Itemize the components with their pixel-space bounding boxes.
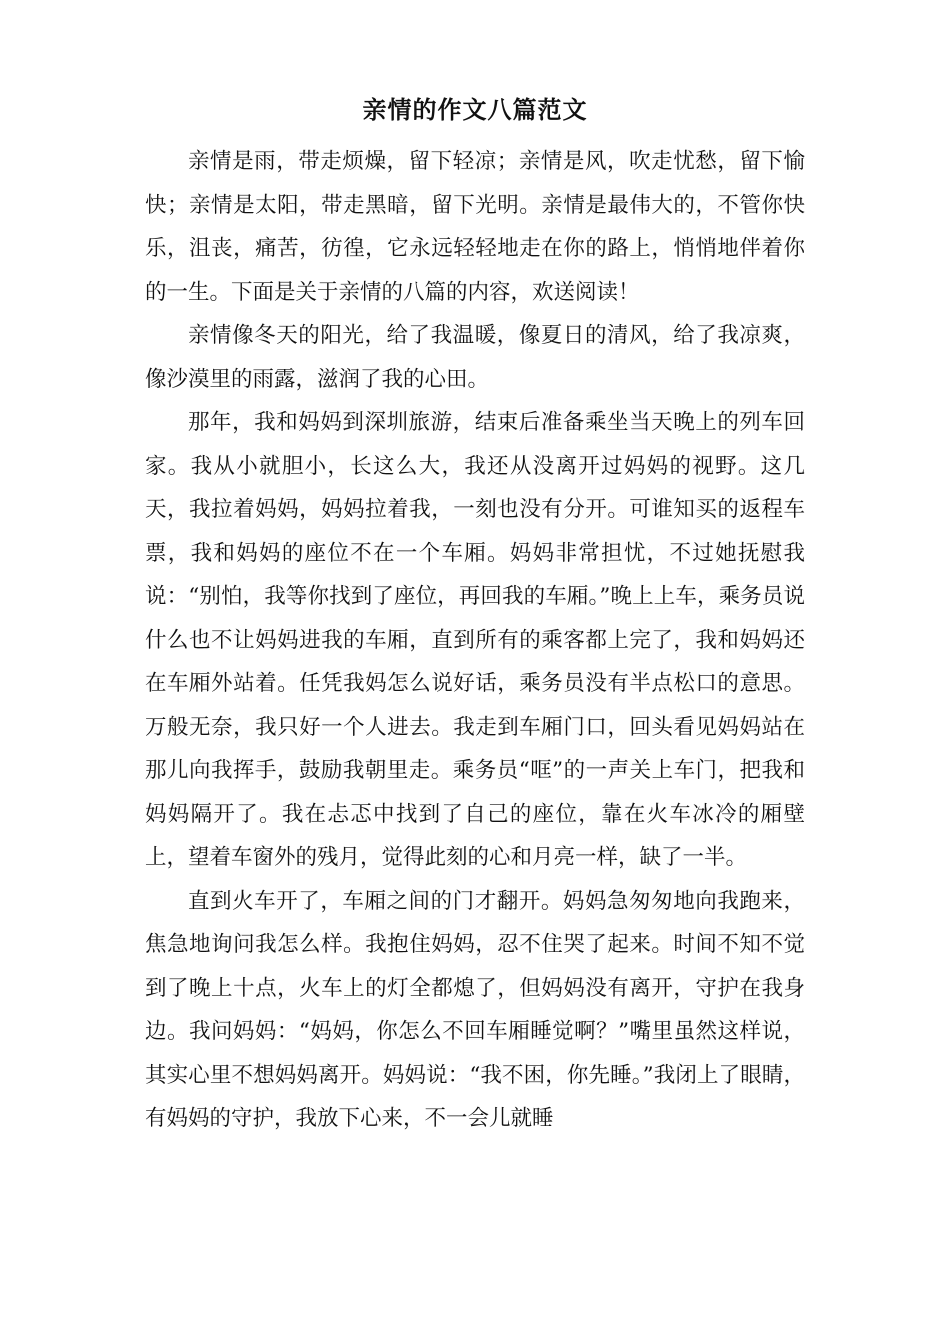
paragraph-intro: 亲情是雨，带走烦燥，留下轻凉；亲情是风，吹走忧愁，留下愉快；亲情是太阳，带走黑暗，留下光明。亲情是最伟大的，不管你快乐，沮丧，痛苦，彷徨，它永远轻轻地走在你的路上，悄悄地伴着你的一生。下面是关于亲情的八篇的内容，欢送阅读！ <box>145 149 805 305</box>
paragraph-night-on-train: 直到火车开了，车厢之间的门才翻开。妈妈急匆匆地向我跑来，焦急地询问我怎么样。我抱住妈妈，忍不住哭了起来。时间不知不觉到了晚上十点，火车上的灯全都熄了，但妈妈没有离开，守护在我身边。我问妈妈：“妈妈，你怎么不回车厢睡觉啊？”嘴里虽然这样说，其实心里不想妈妈离开。妈妈说：“我不困，你先睡。”我闭上了眼睛，有妈妈的守护，我放下心来，不一会儿就睡 <box>145 888 805 1131</box>
document-title: 亲情的作文八篇范文 <box>362 95 588 124</box>
paragraph-train-trip: 那年，我和妈妈到深圳旅游，结束后准备乘坐当天晚上的列车回家。我从小就胆小，长这么大，我还从没离开过妈妈的视野。这几天，我拉着妈妈，妈妈拉着我，一刻也没有分开。可谁知买的返程车票，我和妈妈的座位不在一个车厢。妈妈非常担忧，不过她抚慰我说：“别怕，我等你找到了座位，再回我的车厢。”晚上上车，乘务员说什么也不让妈妈进我的车厢，直到所有的乘客都上完了，我和妈妈还在车厢外站着。任凭我妈怎么说好话，乘务员没有半点松口的意思。万般无奈，我只好一个人进去。我走到车厢门口，回头看见妈妈站在那儿向我挥手，鼓励我朝里走。乘务员“哐”的一声关上车门，把我和妈妈隔开了。我在忐忑中找到了自己的座位，靠在火车冰冷的厢壁上，望着车窗外的残月，觉得此刻的心和月亮一样，缺了一半。 <box>145 410 805 870</box>
paragraph-sunshine: 亲情像冬天的阳光，给了我温暖，像夏日的清风，给了我凉爽，像沙漠里的雨露，滋润了我的心田。 <box>145 323 805 392</box>
document-body <box>145 140 805 1141</box>
